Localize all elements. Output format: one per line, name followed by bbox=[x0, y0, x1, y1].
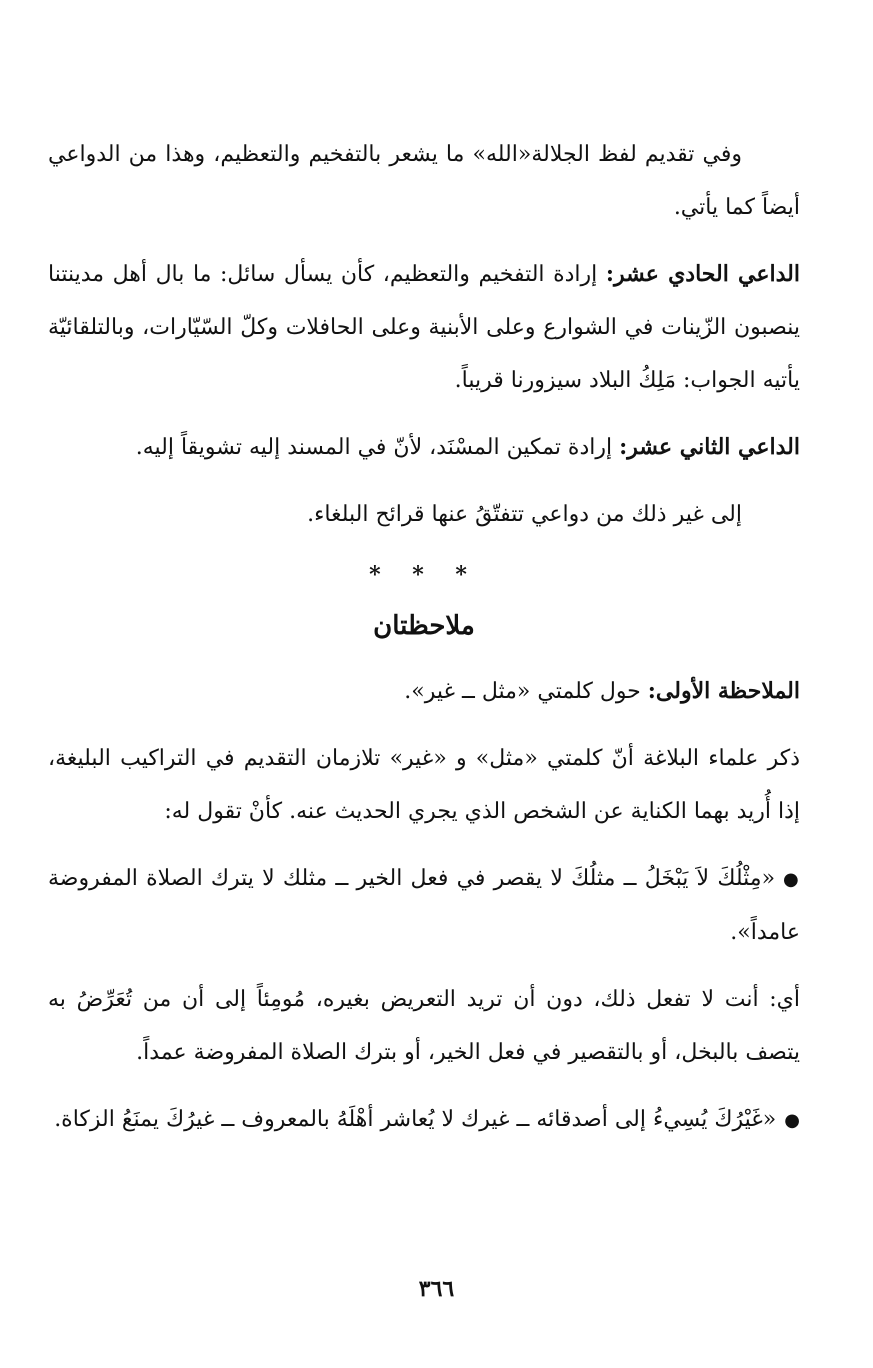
paragraph-mithl-ghayr: ذكر علماء البلاغة أنّ كلمتي «مثل» و «غير» تلازمان التقديم في التراكيب البليغة، إذا أُريد بهما الكناية عن الشخص الذي يجري الحديث عنه. كأنْ تقول له: bbox=[48, 746, 800, 824]
first-note-label: الملاحظة الأولى: bbox=[647, 678, 800, 704]
bullet-icon: ● bbox=[784, 1110, 800, 1131]
twelfth-motive-text: إرادة تمكين المسْنَد، لأنّ في المسند إليه تشويقاً إليه. bbox=[135, 435, 620, 460]
eleventh-motive-label: الداعي الحادي عشر: bbox=[605, 261, 800, 287]
twelfth-motive-label: الداعي الثاني عشر: bbox=[619, 434, 800, 460]
bullet-ghayr-text: «غَيْرُكَ يُسِيءُ إلى أصدقائه ــ غيرك لا يُعاشر أهْلَهُ بالمعروف ــ غيرُكَ يمنَعُ الزكاة. bbox=[54, 1107, 777, 1132]
paragraph-explanation: أي: أنت لا تفعل ذلك، دون أن تريد التعريض بغيره، مُومِئاً إلى أن من تُعَرِّضُ به يتصف بالبخل، أو بالتقصير في فعل الخير، أو بترك الصلاة المفروضة عمداً. bbox=[48, 987, 800, 1065]
paragraph-first-note bbox=[48, 665, 800, 718]
bullet-mithl-text: «مِثْلُكَ لاَ يَبْخَلُ ــ مثلُكَ لا يقصر في فعل الخير ــ مثلك لا يترك الصلاة المفروضة عامداً». bbox=[48, 866, 800, 945]
paragraph-eleventh-motive bbox=[48, 248, 800, 407]
paragraph-other-motives: إلى غير ذلك من دواعي تتفتّقُ عنها قرائح البلغاء. bbox=[307, 502, 742, 527]
page-body bbox=[48, 128, 800, 1161]
bullet-ghayr-examples bbox=[48, 1093, 800, 1147]
paragraph-twelfth-motive bbox=[48, 421, 800, 474]
page-number: ٣٦٦ bbox=[418, 1276, 455, 1302]
section-separator: * * * bbox=[369, 562, 479, 588]
paragraph-intro: وفي تقديم لفظ الجلالة«الله» ما يشعر بالتفخيم والتعظيم، وهذا من الدواعي أيضاً كما يأتي. bbox=[48, 142, 800, 220]
first-note-text: حول كلمتي «مثل ــ غير». bbox=[404, 679, 648, 704]
bullet-mithl-examples bbox=[48, 852, 800, 959]
section-title: ملاحظتان bbox=[373, 611, 475, 641]
eleventh-motive-text: إرادة التفخيم والتعظيم، كأن يسأل سائل: ما بال أهل مدينتنا ينصبون الزّينات في الشوارع وعلى الأبنية وعلى الحافلات وكلّ السّيّارات، وبالتلقائيّة يأتيه الجواب: مَلِكُ البلاد سيزورنا قريباً. bbox=[48, 262, 800, 393]
bullet-icon: ● bbox=[783, 869, 800, 890]
